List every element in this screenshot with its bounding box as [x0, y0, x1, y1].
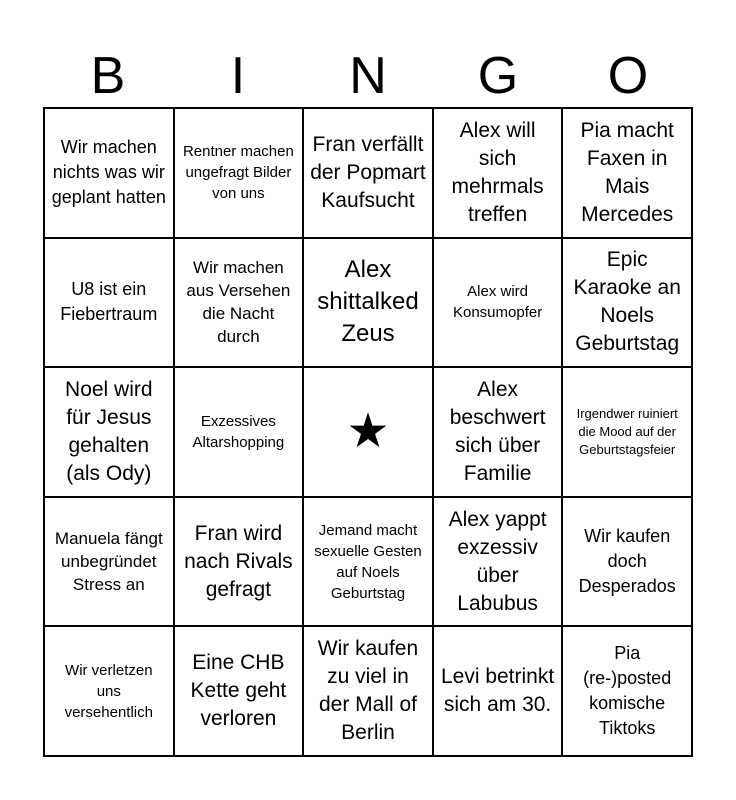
bingo-cell[interactable] — [433, 626, 563, 756]
bingo-cell-text: Noel wird für Jesus gehalten (als Ody) — [65, 377, 153, 485]
bingo-cell[interactable] — [433, 108, 563, 238]
bingo-cell[interactable] — [562, 626, 692, 756]
bingo-cell[interactable] — [562, 238, 692, 368]
bingo-header — [43, 44, 693, 108]
bingo-cell-text: Rentner machen ungefragt Bilder von uns — [182, 143, 294, 203]
bingo-cell[interactable] — [562, 108, 692, 238]
bingo-cell-text: Eine CHB Kette geht verloren — [190, 651, 287, 731]
bingo-cell-text: Manuela fängt unbegründet Stress an — [54, 529, 163, 595]
bingo-cell-text: Exzessives Altarshopping — [192, 412, 285, 451]
bingo-cell[interactable] — [174, 626, 304, 756]
bingo-cell-text: Fran wird nach Rivals gefragt — [184, 521, 293, 601]
bingo-cell-text: Epic Karaoke an Noels Geburtstag — [573, 248, 681, 356]
bingo-cell-text: Wir verletzen uns versehentlich — [64, 661, 153, 721]
header-letter-n: N — [349, 47, 387, 105]
header-letter-o: O — [607, 47, 649, 105]
bingo-cell[interactable] — [44, 367, 174, 497]
bingo-cell-text: Jemand macht sexuelle Gesten auf Noels Geburtstag — [314, 521, 422, 602]
bingo-cell-text: Irgendwer ruiniert die Mood auf der Geburtstagsfeier — [576, 405, 678, 457]
bingo-cell[interactable] — [174, 367, 304, 497]
bingo-cell[interactable] — [174, 108, 304, 238]
bingo-cell[interactable] — [303, 497, 433, 627]
header-letter-g: G — [477, 47, 519, 105]
bingo-cell-text: Wir kaufen zu viel in der Mall of Berlin — [317, 637, 419, 745]
bingo-cell-text: Wir machen aus Versehen die Nacht durch — [186, 258, 291, 347]
bingo-cell[interactable] — [44, 238, 174, 368]
bingo-cell-text: Alex shittalked Zeus — [317, 256, 419, 348]
bingo-cell-free-space[interactable] — [303, 367, 433, 497]
bingo-cell[interactable] — [562, 367, 692, 497]
bingo-cell-text: Wir kaufen doch Desperados — [578, 526, 676, 597]
star-icon: ★ — [346, 404, 390, 458]
bingo-cell[interactable] — [303, 238, 433, 368]
bingo-cell[interactable] — [433, 497, 563, 627]
bingo-cell[interactable] — [562, 497, 692, 627]
bingo-cell-text: Alex beschwert sich über Familie — [449, 377, 546, 485]
header-letter-b: B — [90, 47, 126, 105]
bingo-cell-text: Alex wird Konsumopfer — [452, 283, 543, 322]
bingo-cell[interactable] — [174, 497, 304, 627]
bingo-cell[interactable] — [303, 626, 433, 756]
bingo-cell[interactable] — [433, 238, 563, 368]
bingo-cell-text: Wir machen nichts was wir geplant hatten — [51, 137, 166, 208]
header-letter-i: I — [230, 47, 246, 105]
bingo-cell-text: Alex will sich mehrmals treffen — [451, 118, 544, 226]
bingo-cell-text: Fran verfällt der Popmart Kaufsucht — [310, 132, 426, 212]
bingo-cell[interactable] — [44, 626, 174, 756]
bingo-cell-text: U8 ist ein Fiebertraum — [60, 279, 158, 325]
bingo-grid — [43, 107, 693, 757]
bingo-cell[interactable] — [433, 367, 563, 497]
bingo-cell-text: Levi betrinkt sich am 30. — [440, 665, 555, 717]
bingo-cell-text: Alex yappt exzessiv über Labubus — [448, 507, 547, 615]
bingo-cell-text: Pia (re-)posted komische Tiktoks — [583, 643, 672, 739]
bingo-cell-text: Pia macht Faxen in Mais Mercedes — [580, 118, 674, 226]
bingo-cell[interactable] — [174, 238, 304, 368]
bingo-cell[interactable] — [303, 108, 433, 238]
bingo-cell[interactable] — [44, 497, 174, 627]
bingo-cell[interactable] — [44, 108, 174, 238]
